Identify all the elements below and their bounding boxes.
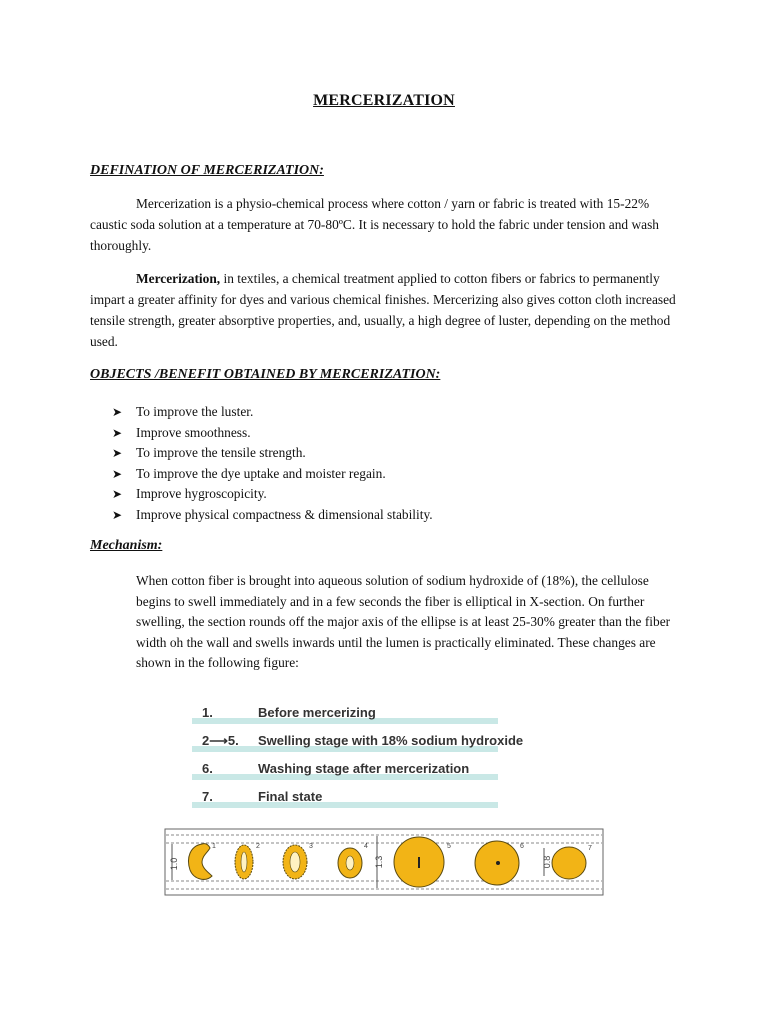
- definition-heading: DEFINATION OF MERCERIZATION:: [90, 163, 324, 178]
- legend-row: [192, 787, 504, 815]
- dimension-label: 1.0: [169, 857, 179, 871]
- fiber-stage-7: [552, 847, 586, 879]
- stage-label: 1: [212, 843, 216, 850]
- textile-bold-term: Mercerization,: [136, 271, 221, 286]
- legend-number: 1.: [202, 705, 213, 720]
- legend-band: [192, 802, 498, 808]
- document-title: MERCERIZATION: [313, 92, 455, 109]
- definition-text: Mercerization is a physio-chemical process where cotton / yarn or fabric is treated with 15-22% caustic soda solution at a temperature at 70-80ºC. It is necessary to hold the fabric under tension and wash thoroughly.: [90, 196, 659, 253]
- dimension-label: 1.3: [374, 855, 384, 869]
- figure-legend: [192, 703, 524, 815]
- benefits-list: [112, 402, 433, 526]
- arrow-bullet-icon: ➤: [112, 466, 123, 481]
- stage-label: 4: [364, 843, 368, 850]
- legend-number: 6.: [202, 761, 213, 776]
- definition-paragraph: [90, 193, 680, 256]
- textile-text: in textiles, a chemical treatment applied to cotton fibers or fabrics to permanently impart a greater affinity for dyes and various chemical finishes. Mercerizing also gives cotton cloth increased tensile strength, greater absorptive properties, and, usually, a high degree of luster, depending on the method used.: [90, 271, 676, 349]
- legend-text: Before mercerizing: [258, 705, 376, 720]
- legend-row: [192, 731, 524, 759]
- stage-label: 5: [447, 843, 451, 850]
- fiber-lumen: [346, 856, 354, 870]
- legend-row: [192, 703, 504, 731]
- arrow-bullet-icon: ➤: [112, 507, 123, 522]
- figure-frame: [165, 829, 603, 895]
- fiber-cross-section-figure: [164, 828, 604, 896]
- objects-heading: OBJECTS /BENEFIT OBTAINED BY MERCERIZATION:: [90, 367, 441, 382]
- mechanism-paragraph: When cotton fiber is brought into aqueous solution of sodium hydroxide of (18%), the cellulose begins to swell immediately and in a few seconds the fiber is elliptical in X-section. On further swelling, the section rounds off the major axis of the ellipse is at least 25-30% greater than the fiber width oh the wall and swells inwards until the lumen is practically eliminated. These changes are shown in the following figure:: [136, 573, 671, 670]
- list-item: ➤ To improve the tensile strength.: [112, 443, 433, 464]
- list-item: ➤ Improve hygroscopicity.: [112, 484, 433, 505]
- legend-number: 2⟶5.: [202, 733, 239, 748]
- arrow-bullet-icon: ➤: [112, 405, 123, 419]
- fiber-lumen: [418, 857, 420, 868]
- arrow-bullet-icon: ➤: [112, 425, 123, 440]
- mechanism-heading: Mechanism:: [90, 538, 163, 553]
- legend-text: Washing stage after mercerization: [258, 761, 470, 776]
- arrow-bullet-icon: ➤: [112, 446, 123, 461]
- textile-paragraph: [90, 268, 680, 352]
- stage-label: 3: [309, 843, 313, 850]
- fiber-lumen: [290, 852, 300, 872]
- list-item: ➤ To improve the dye uptake and moister regain.: [112, 464, 433, 485]
- legend-row: [192, 759, 504, 787]
- legend-number: 7.: [202, 789, 213, 804]
- fiber-lumen: [496, 861, 500, 865]
- list-item: ➤ Improve smoothness.: [112, 423, 433, 444]
- stage-label: 7: [588, 845, 592, 852]
- list-item: ➤ Improve physical compactness & dimensional stability.: [112, 505, 433, 526]
- stage-label: 6: [520, 843, 524, 850]
- fiber-lumen: [241, 852, 247, 872]
- list-item: ➤ To improve the luster.: [112, 402, 433, 423]
- legend-text: Final state: [258, 789, 323, 804]
- legend-text: Swelling stage with 18% sodium hydroxide: [258, 733, 524, 748]
- arrow-bullet-icon: ➤: [112, 487, 123, 502]
- stage-label: 2: [256, 843, 260, 850]
- dimension-label: 0.8: [542, 855, 552, 869]
